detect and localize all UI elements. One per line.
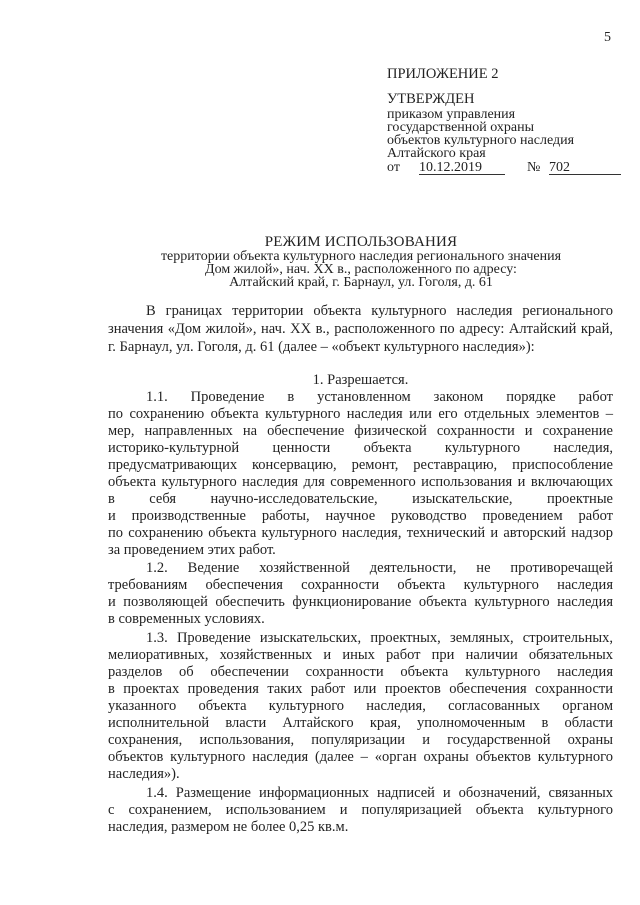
- appendix-label: ПРИЛОЖЕНИЕ 2: [387, 66, 499, 82]
- item-1-2-line: 1.2. Ведение хозяйственной деятельности, не противоречащей: [146, 560, 613, 576]
- item-1-3-line: 1.3. Проведение изыскательских, проектных, земляных, строительных,: [146, 630, 613, 646]
- item-1-3-line: мелиоративных, хозяйственных и иных работ при наличии обязательных: [108, 647, 613, 663]
- intro-line: значения «Дом жилой», нач. XX в., расположенного по адресу: Алтайский край,: [108, 321, 613, 337]
- item-1-3-line: наследия»).: [108, 766, 180, 782]
- item-1-2-line: в современных условиях.: [108, 611, 265, 627]
- intro-line: В границах территории объекта культурного наследия регионального: [146, 303, 613, 319]
- item-1-1-line: историко-культурной ценности объекта культурного наследия,: [108, 440, 613, 456]
- item-1-1-line: за проведением этих работ.: [108, 542, 276, 558]
- intro-line: г. Барнаул, ул. Гоголя, д. 61 (далее – «объект культурного наследия»):: [108, 339, 535, 355]
- date-prefix: от: [387, 160, 400, 175]
- approval-date: 10.12.2019: [419, 161, 505, 175]
- item-1-4-line: 1.4. Размещение информационных надписей и обозначений, связанных: [146, 785, 613, 801]
- item-1-3-line: сохранения, использования, популяризации и государственной охраны: [108, 732, 613, 748]
- item-1-4-line: с сохранением, использованием и популяризацией объекта культурного: [108, 802, 613, 818]
- item-1-3-line: указанного объекта культурного наследия, согласованных органом: [108, 698, 613, 714]
- document-title: РЕЖИМ ИСПОЛЬЗОВАНИЯ: [264, 234, 458, 250]
- item-1-3-line: объектов культурного наследия (далее – «орган охраны объектов культурного: [108, 749, 613, 765]
- item-1-3-line: в проектах проведения таких работ или проектов обеспечения сохранности: [108, 681, 613, 697]
- item-1-1-line: в себя научно-исследовательские, изыскательские, проектные: [108, 491, 613, 507]
- approved-heading: УТВЕРЖДЕН: [387, 91, 475, 107]
- approved-line: приказом управления: [387, 107, 516, 122]
- item-1-1-line: мер, направленных на обеспечение физической сохранности и сохранение: [108, 423, 613, 439]
- item-1-1-line: объекта культурного наследия для современного использования и включающих: [108, 474, 613, 490]
- item-1-4-line: наследия, размером не более 0,25 кв.м.: [108, 819, 349, 835]
- page-number: 5: [604, 30, 611, 45]
- approved-line: объектов культурного наследия: [387, 133, 575, 148]
- approval-date-line: [387, 160, 621, 176]
- order-number: 702: [549, 161, 621, 175]
- title-line: территории объекта культурного наследия регионального значения: [160, 249, 562, 264]
- title-line: Дом жилой», нач. XX в., расположенного по адресу:: [205, 262, 517, 277]
- approved-line: государственной охраны: [387, 120, 535, 135]
- title-line: Алтайский край, г. Барнаул, ул. Гоголя, д. 61: [229, 275, 493, 290]
- item-1-1-line: по сохранению объекта культурного наследия или его отдельных элементов –: [108, 406, 613, 422]
- item-1-1-line: предусматривающих консервацию, ремонт, реставрацию, приспособление: [108, 457, 613, 473]
- approved-line: Алтайского края: [387, 146, 486, 161]
- section-heading: 1. Разрешается.: [312, 372, 409, 388]
- item-1-1-line: 1.1. Проведение в установленном законом порядке работ: [146, 389, 613, 405]
- item-1-3-line: разделов об обеспечении сохранности объекта культурного наследия: [108, 664, 613, 680]
- item-1-3-line: исполнительной власти Алтайского края, уполномоченным в области: [108, 715, 613, 731]
- item-1-2-line: и позволяющей обеспечить функционирование объекта культурного наследия: [108, 594, 613, 610]
- number-sign: №: [527, 160, 541, 175]
- item-1-1-line: и производственные работы, научное руководство проведением работ: [108, 508, 613, 524]
- item-1-2-line: требованиям обеспечения сохранности объекта культурного наследия: [108, 577, 613, 593]
- item-1-1-line: по сохранению объекта культурного наследия, технический и авторский надзор: [108, 525, 613, 541]
